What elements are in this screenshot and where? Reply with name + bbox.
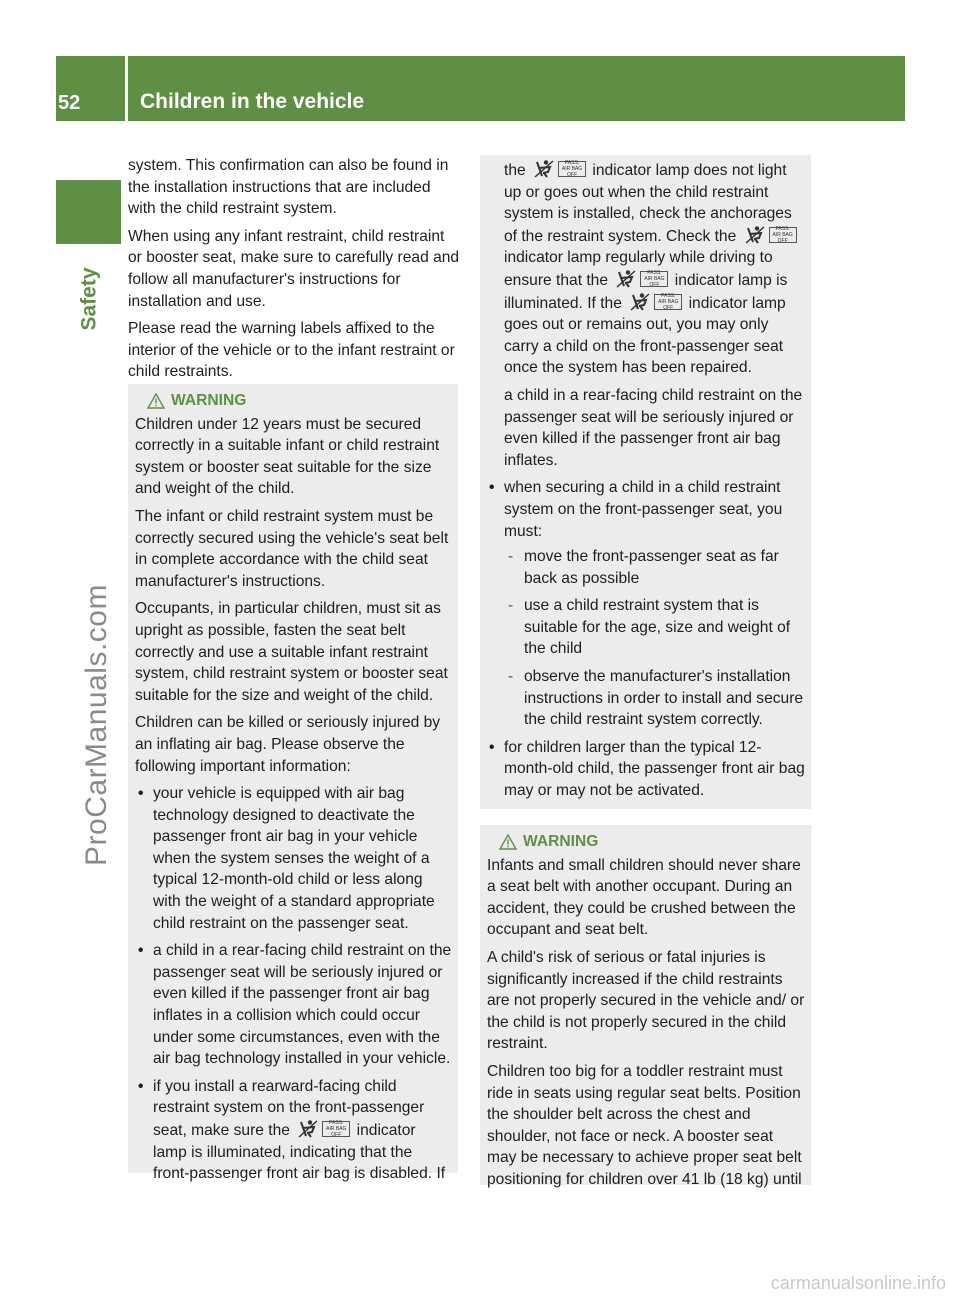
- child-seat-icon: [628, 292, 652, 312]
- list-item: • for children larger than the typical 12-month-old child, the passenger front air bag may or may not be activated.: [486, 737, 805, 802]
- airbag-off-label: AIR BAG OFF: [772, 231, 793, 244]
- pass-airbag-off-icon: [654, 294, 682, 310]
- list-item: [135, 1076, 452, 1185]
- list-item-text: if you install a rearward-facing child restraint system on the front-passenger seat, make sure the: [153, 1077, 425, 1139]
- airbag-off-indicator: [614, 269, 668, 289]
- paragraph: Children can be killed or seriously injured by an inflating air bag. Please observe the following important information:: [135, 714, 441, 775]
- pass-airbag-off-icon: [769, 227, 797, 243]
- pass-airbag-off-icon: [640, 271, 668, 287]
- paragraph: Please read the warning labels affixed to the interior of the vehicle or to the infant restraint or child restraints.: [128, 320, 455, 381]
- warning-triangle-icon: [499, 834, 517, 850]
- paragraph: Infants and small children should never share a seat belt with another occupant. During an accident, they could be crushed between the occupant and seat belt.: [487, 856, 801, 939]
- paragraph: Children under 12 years must be secured correctly in a suitable infant or child restraint system or booster seat suitable for the size and weight of the child.: [135, 415, 440, 498]
- airbag-off-indicator: [628, 292, 682, 312]
- child-seat-icon: [743, 225, 767, 245]
- airbag-off-indicator: [743, 225, 797, 245]
- airbag-off-label: AIR BAG OFF: [326, 1126, 347, 1138]
- bullet-list: [135, 783, 452, 1185]
- pass-label: PASS.: [329, 1120, 344, 1126]
- pass-airbag-off-icon: [558, 161, 586, 177]
- warning-box-continued: [480, 155, 811, 809]
- warning-heading: [487, 831, 805, 853]
- warning-label: WARNING: [171, 392, 247, 409]
- paragraph: A child's risk of serious or fatal injuries is significantly increased if the child restraints are not properly secured in the vehicle and/ or the child is not properly secured in the child restraint.: [487, 948, 805, 1053]
- list-item-text: when securing a child in a child restraint system on the front-passenger seat, you must:: [504, 479, 783, 540]
- paragraph: system. This confirmation can also be found in the installation instructions that are included with the child restraint system.: [128, 157, 449, 218]
- dash-item: - observe the manufacturer's installation instructions in order to install and secure the child restraint system correctly.: [504, 666, 805, 731]
- watermark: [72, 390, 122, 1060]
- warning-box: [128, 384, 458, 1183]
- warning-box: [480, 825, 811, 1188]
- watermark-text: ProCarManuals.com: [80, 584, 113, 866]
- dash-item: - use a child restraint system that is suitable for the age, size and weight of the child: [504, 595, 805, 660]
- text-run: indicator lamp regularly while driving to ensure that the: [504, 249, 773, 289]
- paragraph: a child in a rear-facing child restraint on the passenger seat will be seriously injured or even killed if the passenger front air bag inflates.: [504, 386, 803, 469]
- warning-triangle-icon: [147, 393, 165, 409]
- pass-label: PASS.: [775, 225, 790, 232]
- paragraph: When using any infant restraint, child restraint or booster seat, make sure to carefully read and follow all manufacturer's instructions for installation and use.: [128, 227, 460, 310]
- airbag-off-indicator: [532, 159, 586, 179]
- child-seat-icon: [296, 1119, 320, 1139]
- warning-heading: [135, 390, 452, 412]
- pass-label: PASS.: [564, 160, 580, 166]
- airbag-off-label: AIR BAG OFF: [561, 166, 583, 178]
- intro-text: [128, 155, 460, 389]
- page-number: 52: [58, 92, 81, 114]
- child-seat-icon: [614, 269, 638, 289]
- airbag-off-indicator: [296, 1119, 350, 1139]
- list-item: [486, 477, 805, 731]
- list-item: • your vehicle is equipped with air bag technology designed to deactivate the passenger front air bag in your vehicle when the system senses the weight of a typical 12-month-old child or less along with the weight of a standard appropriate child restraint on the passenger seat.: [135, 783, 452, 934]
- header-divider: [125, 56, 128, 121]
- text-run: indicator lamp goes out or remains out, you may only carry a child on the front-passenger seat once the system has been repaired.: [504, 294, 786, 377]
- text-run: indicator lamp does not light up or goes out when the child restraint system is installed, check the anchorages of the restraint system. Check the: [504, 162, 792, 245]
- paragraph: [504, 159, 805, 379]
- paragraph: Children too big for a toddler restraint must ride in seats using regular seat belts. Position the shoulder belt across the chest and shoulder, not face or neck. A booster seat may be necessary to achieve proper seat belt positioning for children over 41 lb (18 kg) until: [487, 1062, 802, 1188]
- page-title: Children in the vehicle: [140, 90, 365, 113]
- paragraph: Occupants, in particular children, must sit as upright as possible, fasten the seat belt correctly and use a suitable infant restraint system, child restraint system or booster seat suitable for the size and weight of the child.: [135, 600, 448, 704]
- pass-label: PASS.: [647, 269, 662, 276]
- airbag-off-label: AIR BAG OFF: [644, 275, 665, 288]
- section-tab-label: [74, 254, 106, 344]
- footer-watermark: carmanualsonline.info: [770, 1273, 946, 1293]
- list-item-text: indicator lamp is illuminated, indicating that the front-passenger front air bag is disabled. If: [153, 1122, 446, 1183]
- section-tab-marker: [56, 180, 121, 244]
- airbag-off-label: AIR BAG OFF: [658, 298, 679, 311]
- dash-item: - move the front-passenger seat as far back as possible: [504, 546, 805, 589]
- bullet-list: [486, 477, 805, 801]
- section-name: Safety: [78, 267, 101, 331]
- dash-list: [504, 546, 805, 731]
- list-item: • a child in a rear-facing child restraint on the passenger seat will be seriously injured or even killed if the passenger front air bag inflates in a collision which could occur under some circumstances, even with the air bag technology installed in your vehicle.: [135, 940, 452, 1070]
- child-seat-icon: [532, 159, 556, 179]
- warning-label: WARNING: [523, 833, 599, 850]
- text-run: indicator lamp is illuminated. If the: [504, 271, 788, 312]
- text-run: the: [504, 162, 526, 179]
- paragraph: The infant or child restraint system must be correctly secured using the vehicle's seat belt in complete accordance with the child seat manufacturer's instructions.: [135, 507, 449, 590]
- pass-airbag-off-icon: [322, 1121, 350, 1137]
- pass-label: PASS.: [661, 292, 676, 299]
